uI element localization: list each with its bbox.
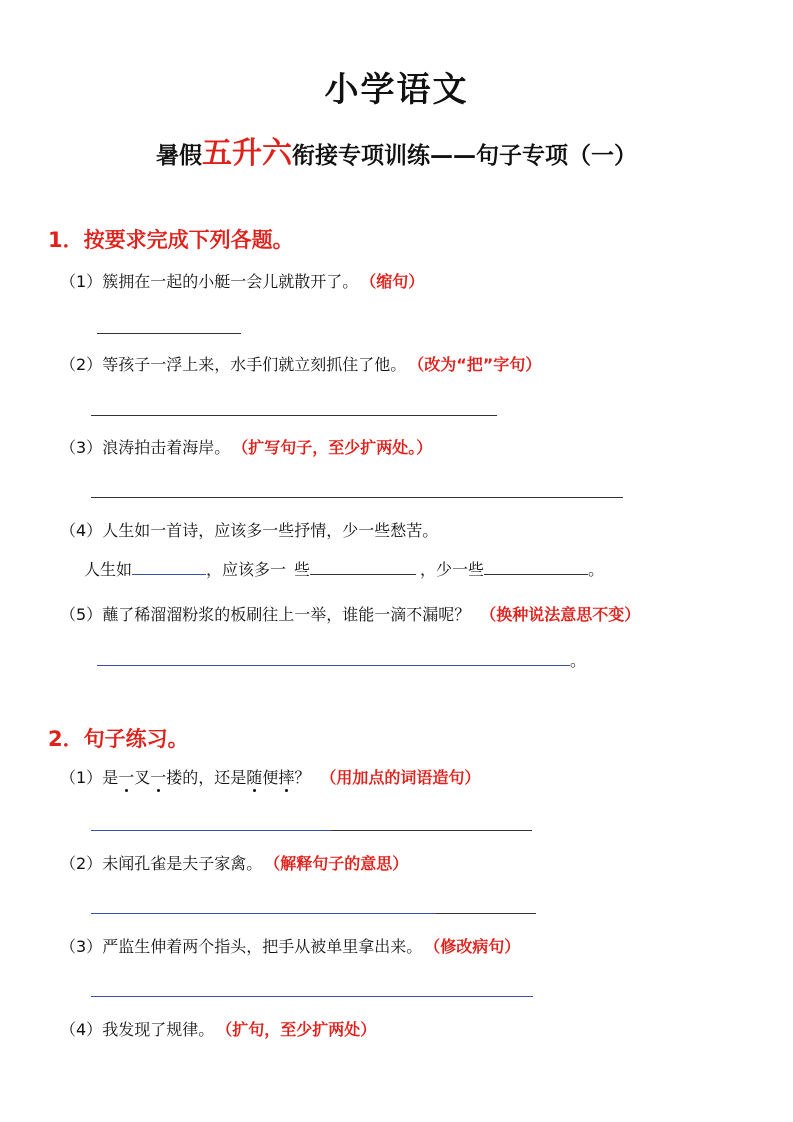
answer-line[interactable] bbox=[91, 415, 497, 416]
question-text: 未闻孔雀是夫子家禽。 bbox=[102, 854, 263, 873]
question-text: 搂的， bbox=[166, 768, 215, 787]
fill-text: ，少一些 bbox=[420, 560, 485, 579]
question-text: 等孩子一浮上来，水手们就立刻抓住了他。 bbox=[102, 355, 407, 374]
question-text: 叉 bbox=[134, 768, 151, 787]
answer-line[interactable] bbox=[91, 497, 623, 498]
answer-line[interactable] bbox=[91, 830, 331, 831]
question-instruction: （扩写句子，至少扩两处。） bbox=[240, 438, 433, 457]
s1-question-3 bbox=[60, 435, 432, 458]
s1-question-4 bbox=[60, 518, 438, 541]
question-text: ？ bbox=[294, 768, 311, 787]
section-2-heading: 2．句子练习。 bbox=[48, 727, 189, 751]
section-1-heading: 1．按要求完成下列各题。 bbox=[48, 228, 294, 252]
fill-text: 。 bbox=[588, 560, 605, 579]
question-instruction: （换种说法意思不变） bbox=[480, 605, 641, 624]
question-number: （5） bbox=[60, 605, 103, 624]
dotted-char: 随 bbox=[246, 768, 263, 787]
question-text: 浪涛拍击着海岸。 bbox=[102, 438, 231, 457]
subtitle-highlight: 五升六 bbox=[202, 136, 292, 171]
fill-blank-2[interactable] bbox=[310, 560, 416, 575]
question-instruction: （扩句，至少扩两处） bbox=[224, 1020, 377, 1039]
question-number: （4） bbox=[60, 1020, 103, 1039]
s1-q4-fill-sentence bbox=[84, 557, 604, 580]
question-instruction: （改为“把”字句） bbox=[416, 355, 542, 374]
answer-line[interactable] bbox=[436, 913, 536, 914]
fill-text: 人生如 bbox=[84, 560, 133, 579]
answer-line[interactable] bbox=[331, 830, 532, 831]
question-text: 还是 bbox=[214, 768, 247, 787]
s1-question-2 bbox=[60, 352, 541, 375]
question-number: （3） bbox=[60, 438, 103, 457]
question-text: 我发现了规律。 bbox=[102, 1020, 215, 1039]
question-number: （1） bbox=[60, 768, 103, 787]
question-instruction: （缩句） bbox=[368, 272, 425, 291]
s2-question-3 bbox=[60, 934, 520, 957]
question-text: 是 bbox=[102, 768, 119, 787]
question-number: （2） bbox=[60, 854, 103, 873]
question-number: （4） bbox=[60, 521, 103, 540]
subtitle-suffix: 衔接专项训练——句子专项（一） bbox=[292, 143, 637, 169]
page-subtitle bbox=[0, 128, 793, 172]
dotted-char: 一 bbox=[118, 768, 135, 787]
s2-question-4 bbox=[60, 1017, 376, 1040]
s1-question-5 bbox=[60, 602, 640, 625]
s2-question-1 bbox=[60, 765, 480, 788]
answer-line[interactable] bbox=[91, 913, 436, 914]
answer-end-punct: 。 bbox=[570, 651, 587, 670]
answer-line[interactable] bbox=[97, 333, 241, 334]
question-text: 人生如一首诗，应该多一些抒情，少一些愁苦。 bbox=[102, 521, 439, 540]
question-instruction: （用加点的词语造句） bbox=[320, 768, 481, 787]
question-text: 簇拥在一起的小艇一会儿就散开了。 bbox=[102, 272, 359, 291]
answer-line[interactable] bbox=[91, 996, 533, 997]
question-number: （1） bbox=[60, 272, 103, 291]
dotted-char: 一 bbox=[150, 768, 167, 787]
fill-blank-3[interactable] bbox=[484, 560, 588, 575]
question-text: 严监生伸着两个指头，把手从被单里拿出来。 bbox=[102, 937, 423, 956]
subtitle-prefix: 暑假 bbox=[156, 143, 202, 169]
question-instruction: （修改病句） bbox=[432, 937, 521, 956]
question-text: 蘸了稀溜溜粉浆的板刷往上一举，谁能一滴不漏呢？ bbox=[102, 605, 471, 624]
fill-text: ，应该多一 bbox=[206, 560, 287, 579]
dotted-char: 摔 bbox=[278, 768, 295, 787]
s1-question-1 bbox=[60, 269, 424, 292]
question-number: （2） bbox=[60, 355, 103, 374]
answer-line[interactable] bbox=[97, 665, 570, 666]
question-instruction: （解释句子的意思） bbox=[272, 854, 409, 873]
question-number: （3） bbox=[60, 937, 103, 956]
s2-question-2 bbox=[60, 851, 408, 874]
question-text: 便 bbox=[262, 768, 279, 787]
fill-text: 些 bbox=[294, 560, 311, 579]
page-title: 小学语文 bbox=[324, 70, 469, 110]
fill-blank-1[interactable] bbox=[132, 560, 206, 575]
